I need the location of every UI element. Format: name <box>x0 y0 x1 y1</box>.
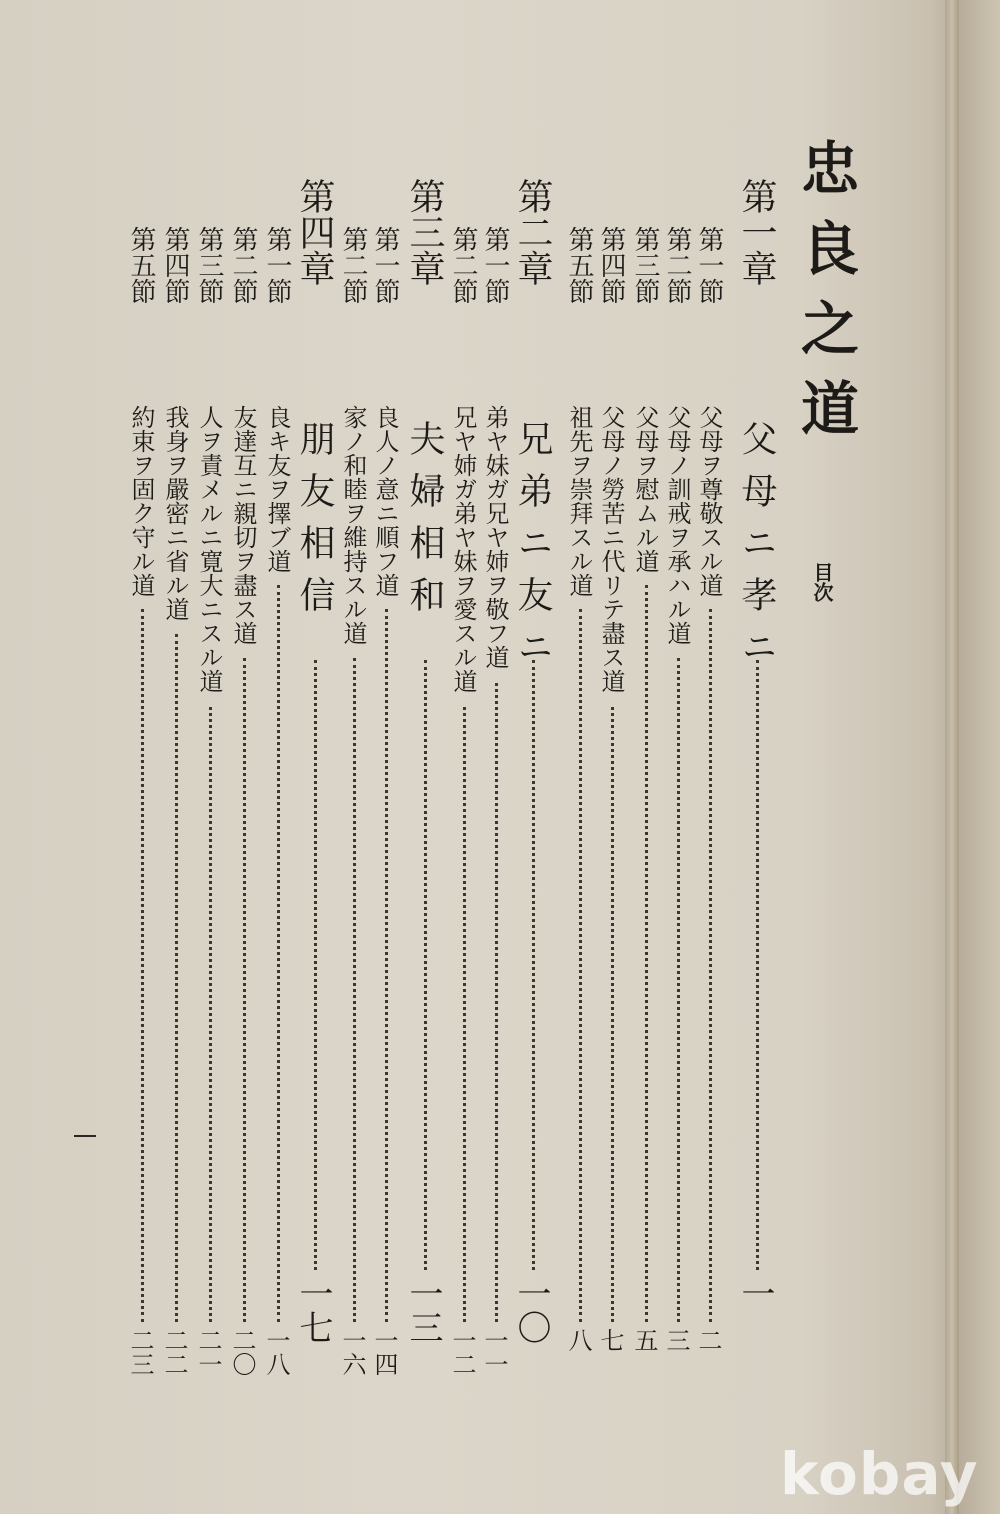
section-leader-dots <box>677 658 680 1322</box>
chapter-title: 朋友相信 <box>294 420 335 628</box>
section-leader-dots <box>243 658 246 1322</box>
chapter-leader-dots <box>532 660 535 1270</box>
section-label: 第五節 <box>564 226 594 304</box>
watermark: kobay <box>780 1440 979 1508</box>
section-title: 父母ノ訓戒ヲ承ハル道 <box>663 405 691 645</box>
section-leader-dots <box>579 609 582 1322</box>
chapter-leader-dots <box>424 660 427 1270</box>
chapter-label: 第二章 <box>512 178 553 286</box>
chapter-page-number: 一三 <box>403 1276 443 1344</box>
section-title: 弟ヤ妹ガ兄ヤ姉ヲ敬フ道 <box>481 405 509 669</box>
section-label: 第二節 <box>662 226 692 304</box>
section-title: 我身ヲ嚴密ニ省ル道 <box>161 405 189 621</box>
section-page-number: 二〇 <box>228 1328 256 1376</box>
section-title: 父母ノ勞苦ニ代リテ盡ス道 <box>597 405 625 693</box>
chapter-title: 夫婦相和 <box>404 420 445 628</box>
section-page-number: 一一 <box>480 1328 508 1376</box>
chapter-title: 父母ニ孝ニ <box>736 420 777 680</box>
chapter-page-number: 一 <box>735 1276 775 1310</box>
chapter-page-number: 一〇 <box>511 1276 551 1344</box>
page-edge <box>945 0 959 1514</box>
section-title: 友達互ニ親切ヲ盡ス道 <box>229 405 257 645</box>
section-title: 良キ友ヲ擇ブ道 <box>263 405 291 573</box>
section-page-number: 二二 <box>160 1328 188 1376</box>
section-label: 第四節 <box>160 226 190 304</box>
section-leader-dots <box>141 609 144 1322</box>
section-title: 兄ヤ姉ガ弟ヤ妹ヲ愛スル道 <box>449 405 477 693</box>
section-page-number: 八 <box>564 1328 592 1352</box>
section-page-number: 一六 <box>338 1328 366 1376</box>
page-number-folio <box>74 1135 96 1137</box>
section-leader-dots <box>385 609 388 1322</box>
section-page-number: 一二 <box>448 1328 476 1376</box>
section-page-number: 七 <box>596 1328 624 1352</box>
section-page-number: 二 <box>694 1328 722 1352</box>
section-leader-dots <box>611 707 614 1322</box>
section-label: 第一節 <box>694 226 724 304</box>
chapter-leader-dots <box>314 660 317 1270</box>
section-title: 父母ヲ尊敬スル道 <box>695 405 723 597</box>
section-title: 祖先ヲ崇拜スル道 <box>565 405 593 597</box>
section-title: 人ヲ責メルニ寛大ニスル道 <box>195 405 223 693</box>
section-leader-dots <box>463 707 466 1322</box>
section-label: 第五節 <box>126 226 156 304</box>
chapter-label: 第一章 <box>736 178 777 286</box>
chapter-label: 第三章 <box>404 178 445 286</box>
section-label: 第二節 <box>228 226 258 304</box>
section-page-number: 三 <box>662 1328 690 1352</box>
section-title: 家ノ和睦ヲ維持スル道 <box>339 405 367 645</box>
section-page-number: 二三 <box>126 1328 154 1376</box>
chapter-page-number: 一七 <box>293 1276 333 1344</box>
section-label: 第一節 <box>370 226 400 304</box>
section-leader-dots <box>209 707 212 1322</box>
section-page-number: 一八 <box>262 1328 290 1376</box>
section-label: 第一節 <box>480 226 510 304</box>
table-of-contents-label: 目次 <box>810 562 834 602</box>
section-page-number: 二一 <box>194 1328 222 1376</box>
chapter-label: 第四章 <box>294 178 335 286</box>
section-leader-dots <box>175 634 178 1323</box>
section-label: 第二節 <box>338 226 368 304</box>
section-label: 第二節 <box>448 226 478 304</box>
section-label: 第三節 <box>194 226 224 304</box>
section-leader-dots <box>709 609 712 1322</box>
section-page-number: 一四 <box>370 1328 398 1376</box>
section-leader-dots <box>645 585 648 1323</box>
section-title: 父母ヲ慰ムル道 <box>631 405 659 573</box>
page-title: 忠良之道 <box>791 138 859 458</box>
section-leader-dots <box>353 658 356 1322</box>
section-label: 第一節 <box>262 226 292 304</box>
section-leader-dots <box>277 585 280 1323</box>
section-label: 第四節 <box>596 226 626 304</box>
chapter-title: 兄弟ニ友ニ <box>512 420 553 680</box>
chapter-leader-dots <box>756 660 759 1270</box>
section-leader-dots <box>495 683 498 1323</box>
section-title: 約束ヲ固ク守ル道 <box>127 405 155 597</box>
section-label: 第三節 <box>630 226 660 304</box>
section-page-number: 五 <box>630 1328 658 1352</box>
section-title: 良人ノ意ニ順フ道 <box>371 405 399 597</box>
